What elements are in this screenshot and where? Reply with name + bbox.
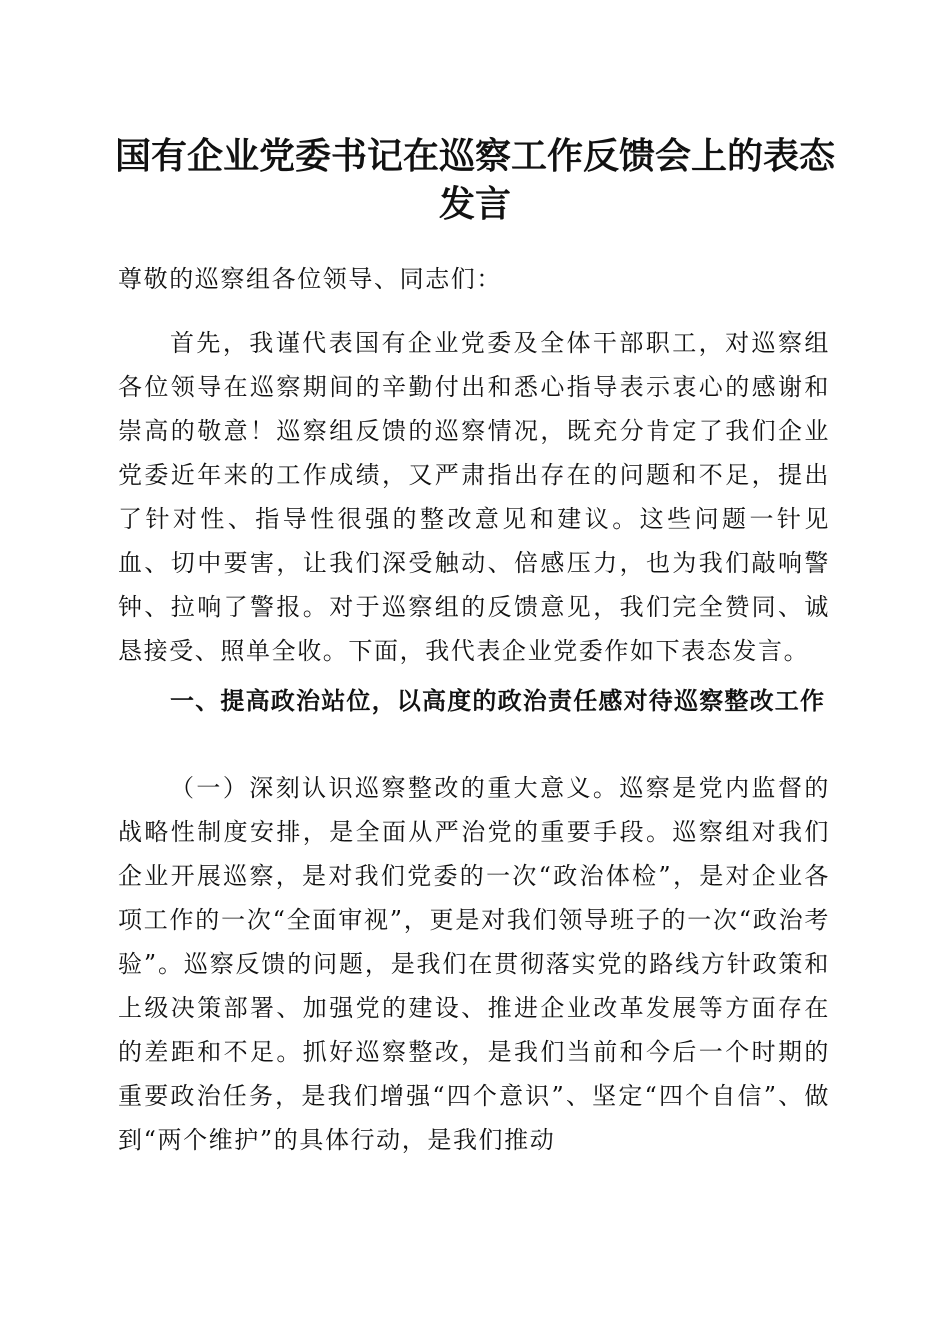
salutation: 尊敬的巡察组各位领导、同志们： xyxy=(118,265,502,293)
document-title: 国有企业党委书记在巡察工作反馈会上的表态发言 xyxy=(114,135,835,225)
paragraph-opening: 首先，我谨代表国有企业党委及全体干部职工，对巡察组各位领导在巡察期间的辛勤付出和悉心指导表示衷心的感谢和崇高的敬意！巡察组反馈的巡察情况，既充分肯定了我们企业党委近年来的工作成绩，又严肃指出存在的问题和不足，提出了针对性、指导性很强的整改意见和建议。这些问题一针见血、切中要害，让我们深受触动、倍感压力，也为我们敲响警钟、拉响了警报。对于巡察组的反馈意见，我们完全赞同、诚恳接受、照单全收。下面，我代表企业党委作如下表态发言。 xyxy=(118,329,830,665)
section-heading-1: 一、提高政治站位，以高度的政治责任感对待巡察整改工作 xyxy=(170,687,826,715)
paragraph-subsection-1: （一）深刻认识巡察整改的重大意义。巡察是党内监督的战略性制度安排，是全面从严治党的重要手段。巡察组对我们企业开展巡察，是对我们党委的一次“政治体检”，是对企业各项工作的一次“全面审视”，更是对我们领导班子的一次“政治考验”。巡察反馈的问题，是我们在贯彻落实党的路线方针政策和上级决策部署、加强党的建设、推进企业改革发展等方面存在的差距和不足。抓好巡察整改，是我们当前和今后一个时期的重要政治任务，是我们增强“四个意识”、坚定“四个自信”、做到“两个维护”的具体行动，是我们推动 xyxy=(118,774,830,1154)
